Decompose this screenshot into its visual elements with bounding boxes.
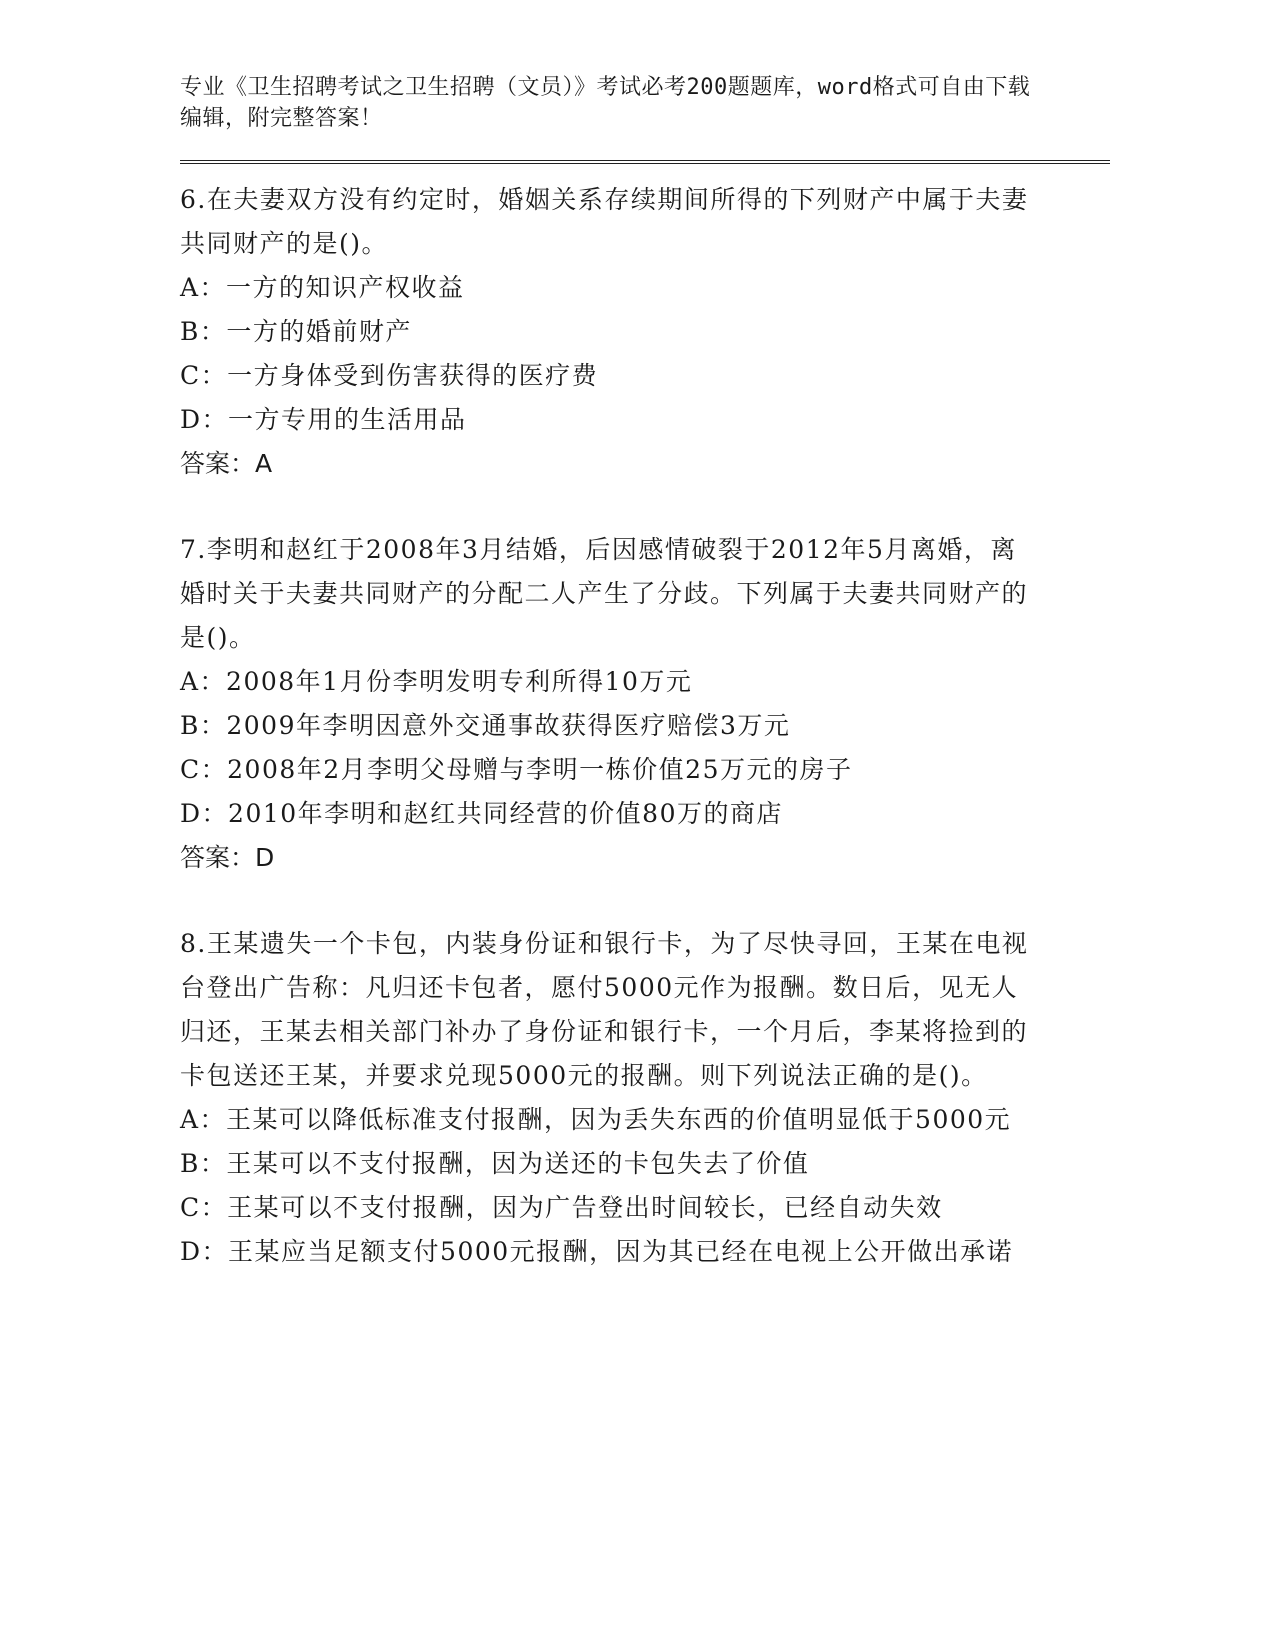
option-b: B：王某可以不支付报酬，因为送还的卡包失去了价值	[180, 1149, 810, 1178]
document-page	[180, 72, 1110, 1274]
option-c: C：2008年2月李明父母赠与李明一栋价值25万元的房子	[180, 755, 853, 784]
document-header: 专业《卫生招聘考试之卫生招聘（文员）》考试必考200题题库，word格式可自由下载编辑，附完整答案！	[180, 75, 1031, 131]
question-stem: 6.在夫妻双方没有约定时，婚姻关系存续期间所得的下列财产中属于夫妻共同财产的是()。	[180, 185, 1029, 258]
answer-label: 答案：A	[180, 449, 273, 478]
option-d: D：王某应当足额支付5000元报酬，因为其已经在电视上公开做出承诺	[180, 1237, 1014, 1266]
option-c: C：王某可以不支付报酬，因为广告登出时间较长，已经自动失效	[180, 1193, 943, 1222]
option-b: B：一方的婚前财产	[180, 317, 412, 346]
option-a: A：一方的知识产权收益	[180, 273, 465, 302]
header-divider	[180, 160, 1110, 164]
option-a: A：王某可以降低标准支付报酬，因为丢失东西的价值明显低于5000元	[180, 1105, 1012, 1134]
option-c: C：一方身体受到伤害获得的医疗费	[180, 361, 599, 390]
question-stem: 7.李明和赵红于2008年3月结婚，后因感情破裂于2012年5月离婚，离婚时关于夫妻共同财产的分配二人产生了分歧。下列属于夫妻共同财产的是()。	[180, 535, 1029, 652]
option-b: B：2009年李明因意外交通事故获得医疗赔偿3万元	[180, 711, 791, 740]
option-d: D：一方专用的生活用品	[180, 405, 467, 434]
option-d: D：2010年李明和赵红共同经营的价值80万的商店	[180, 799, 783, 828]
question-7	[180, 528, 1110, 880]
question-stem: 8.王某遗失一个卡包，内装身份证和银行卡，为了尽快寻回，王某在电视台登出广告称：凡归还卡包者，愿付5000元作为报酬。数日后，见无人归还，王某去相关部门补办了身份证和银行卡，一个月后，李某将捡到的卡包送还王某，并要求兑现5000元的报酬。则下列说法正确的是()。	[180, 929, 1029, 1090]
question-6	[180, 178, 1110, 486]
option-a: A：2008年1月份李明发明专利所得10万元	[180, 667, 693, 696]
answer-label: 答案：D	[180, 843, 275, 872]
question-8	[180, 922, 1110, 1274]
